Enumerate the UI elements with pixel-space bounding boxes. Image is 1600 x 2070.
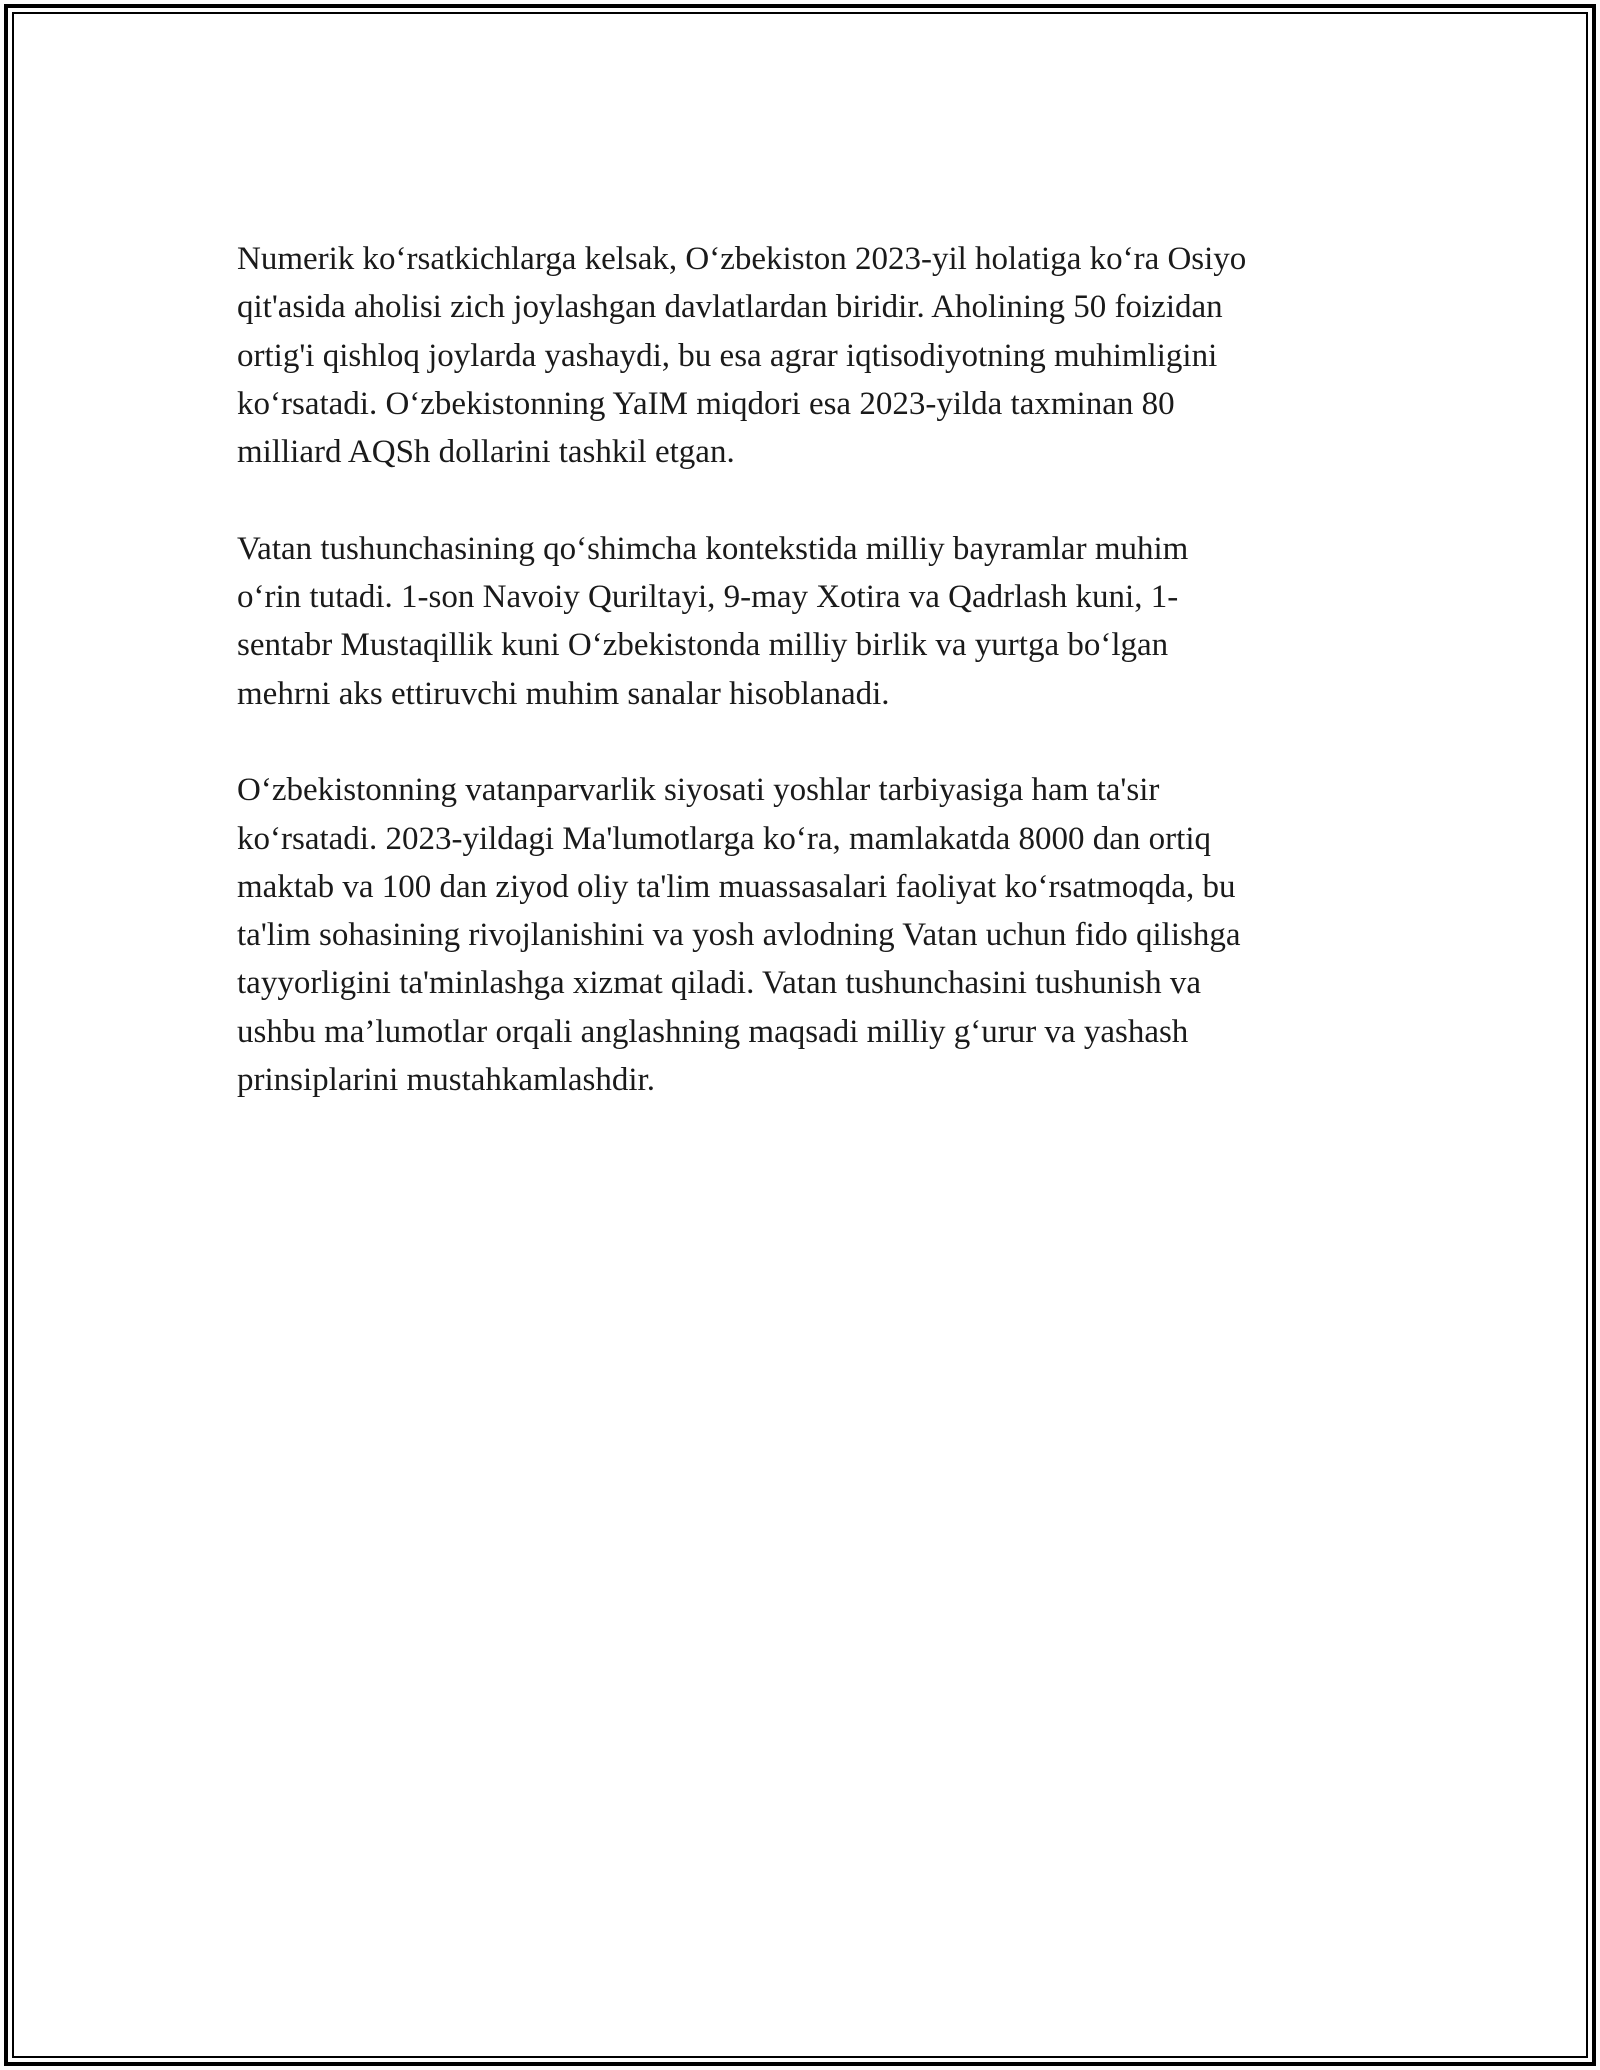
text-line: Numerik ko‘rsatkichlarga kelsak, O‘zbekiston 2023-yil holatiga ko‘ra Osiyo	[237, 241, 1247, 277]
text-line: Vatan tushunchasining qo‘shimcha kontekstida milliy bayramlar muhim	[237, 530, 1189, 567]
document-body	[237, 235, 1377, 1153]
text-line: o‘rin tutadi. 1-son Navoiy Quriltayi, 9-may Xotira va Qadrlash kuni, 1-	[237, 579, 1179, 616]
text-line: tayyorligini ta'minlashga xizmat qiladi. Vatan tushunchasini tushunish va	[237, 965, 1202, 1002]
text-line: mehrni aks ettiruvchi muhim sanalar hisoblanadi.	[237, 675, 890, 712]
text-line: O‘zbekistonning vatanparvarlik siyosati yoshlar tarbiyasiga ham ta'sir	[237, 772, 1160, 809]
text-line: sentabr Mustaqillik kuni O‘zbekistonda milliy birlik va yurtga bo‘lgan	[237, 627, 1169, 664]
text-line: ko‘rsatadi. O‘zbekistonning YaIM miqdori esa 2023-yilda taxminan 80	[237, 385, 1175, 422]
text-line: qit'asida aholisi zich joylashgan davlatlardan biridir. Aholining 50 foizidan	[237, 289, 1223, 326]
paragraph-3	[237, 766, 1377, 1104]
text-line: ortig'i qishloq joylarda yashaydi, bu esa agrar iqtisodiyotning muhimligini	[237, 337, 1218, 374]
paragraph-2	[237, 525, 1377, 718]
text-line: maktab va 100 dan ziyod oliy ta'lim muassasalari faoliyat ko‘rsatmoqda, bu	[237, 868, 1236, 905]
text-line: prinsiplarini mustahkamlashdir.	[237, 1062, 655, 1099]
text-line: ushbu ma’lumotlar orqali anglashning maqsadi milliy g‘urur va yashash	[237, 1013, 1189, 1050]
page-frame	[4, 4, 1596, 2066]
text-line: ko‘rsatadi. 2023-yildagi Ma'lumotlarga ko‘ra, mamlakatda 8000 dan ortiq	[237, 820, 1211, 857]
paragraph-1	[237, 235, 1377, 476]
text-line: ta'lim sohasining rivojlanishini va yosh avlodning Vatan uchun fido qilishga	[237, 917, 1241, 954]
text-line: milliard AQSh dollarini tashkil etgan.	[237, 434, 735, 471]
